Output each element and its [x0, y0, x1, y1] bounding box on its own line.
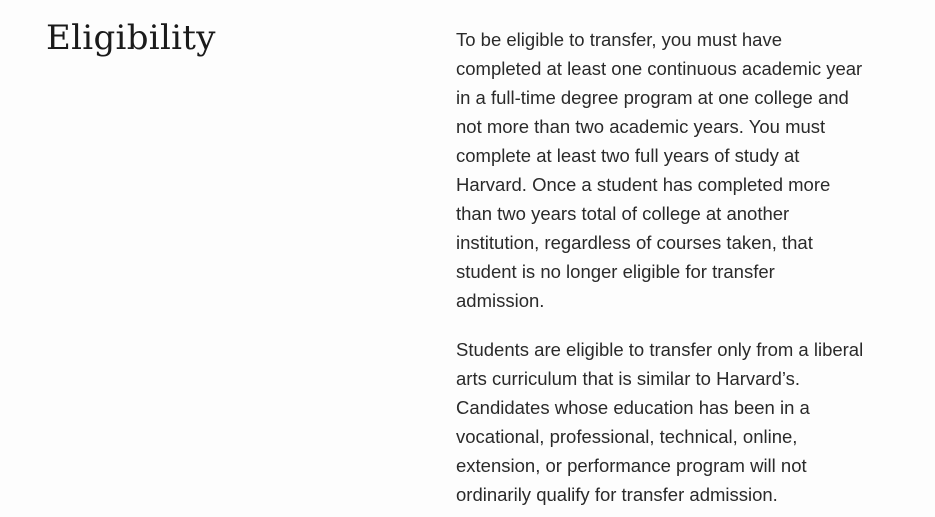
paragraph-line: in a full-time degree program at one college and [456, 87, 849, 108]
paragraph-transfer-requirements [456, 25, 876, 315]
section-title: Eligibility [46, 18, 216, 58]
paragraph-line: To be eligible to transfer, you must have [456, 29, 782, 50]
paragraph-line: vocational, professional, technical, online, [456, 426, 798, 447]
paragraph-line: than two years total of college at another [456, 203, 790, 224]
paragraph-curriculum-requirements [456, 335, 876, 509]
paragraph-line: completed at least one continuous academic year [456, 58, 863, 79]
paragraph-line: Students are eligible to transfer only from a liberal [456, 339, 864, 360]
paragraph-line: not more than two academic years. You must [456, 116, 826, 137]
paragraph-line: Harvard. Once a student has completed more [456, 174, 831, 195]
paragraph-line: arts curriculum that is similar to Harvard’s. [456, 368, 801, 389]
paragraph-line: institution, regardless of courses taken, that [456, 232, 813, 253]
paragraph-line: ordinarily qualify for transfer admission. [456, 484, 778, 505]
paragraph-line: complete at least two full years of study at [456, 145, 800, 166]
paragraph-line: student is no longer eligible for transfer [456, 261, 775, 282]
paragraph-line: admission. [456, 290, 545, 311]
paragraph-line: extension, or performance program will not [456, 455, 807, 476]
paragraph-line: Candidates whose education has been in a [456, 397, 810, 418]
section-body [456, 25, 876, 517]
